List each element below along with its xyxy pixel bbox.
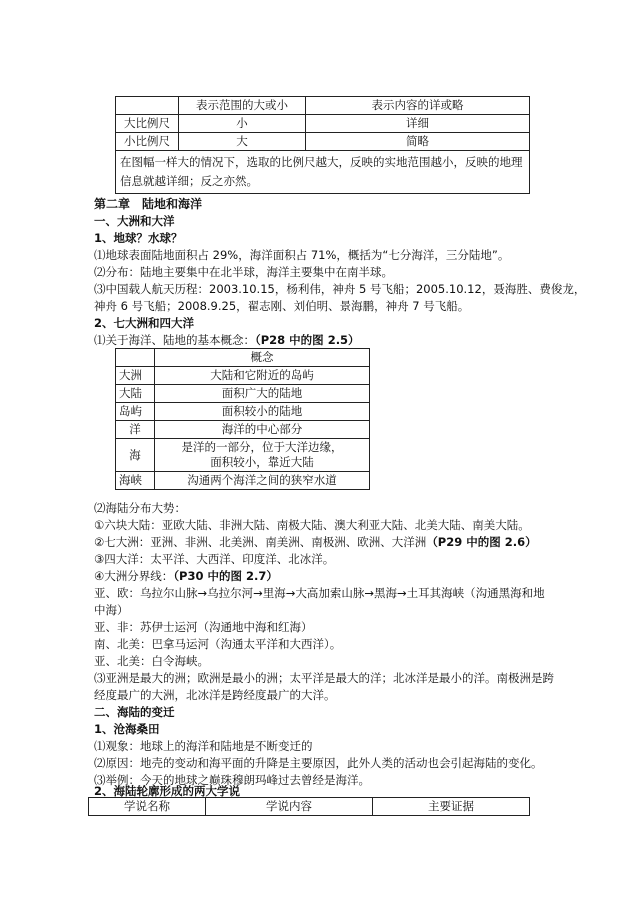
subsection-heading: 1、地球？水球？ [94, 231, 183, 245]
table-note-row [116, 151, 530, 194]
text-line [94, 332, 360, 348]
table-cell [155, 439, 370, 472]
text-line: ⑵原因：地壳的变动和海平面的升降是主要原因，此外人类的活动也会引起海陆的变化。 [94, 756, 543, 770]
table-cell: 面积较小的陆地 [155, 403, 370, 421]
table-cell: 海峡 [116, 472, 155, 490]
chapter-title: 第二章 陆地和海洋 [94, 197, 203, 211]
text-line: ①六块大陆：亚欧大陆、非洲大陆、南极大陆、澳大利亚大陆、北美大陆、南美大陆。 [94, 518, 530, 532]
text-line [94, 568, 278, 584]
scale-comparison-table [115, 96, 530, 194]
table-header-cell: 学说内容 [206, 798, 373, 816]
table-header-row [89, 798, 530, 816]
text-line: ⑶中国载人航天历程：2003.10.15，杨利伟，神舟 5 号飞船；2005.10.12，聂海胜、费俊龙， [94, 282, 586, 296]
table-cell: 面积广大的陆地 [155, 385, 370, 403]
text-line: 亚、北美：白令海峡。 [94, 654, 209, 668]
subsection-heading: 1、沧海桑田 [94, 722, 160, 736]
table-row [116, 367, 370, 385]
table-cell: 海 [116, 439, 155, 472]
text-line: ⑴观象：地球上的海洋和陆地是不断变迁的 [94, 739, 313, 753]
section-heading: 二、海陆的变迁 [94, 705, 175, 719]
table-cell: 简略 [306, 133, 530, 151]
table-header-row [116, 97, 530, 115]
table-cell: 大陆和它附近的岛屿 [155, 367, 370, 385]
table-cell [116, 349, 155, 367]
table-row [116, 385, 370, 403]
text-span: ④大洲分界线： [94, 569, 174, 583]
table-cell: 沟通两个海洋之间的狭窄水道 [155, 472, 370, 490]
text-line: 面积较小，靠近大陆 [210, 455, 314, 469]
table-cell [116, 97, 179, 115]
text-line [94, 534, 537, 550]
table-note: 在图幅一样大的情况下，选取的比例尺越大，反映的实地范围越小，反映的地理信息就越详细；反之亦然。 [116, 151, 530, 194]
text-line: ⑵分布：陆地主要集中在北半球，海洋主要集中在南半球。 [94, 265, 393, 279]
table-row [116, 133, 530, 151]
text-line: 中海） [94, 603, 129, 617]
table-cell: 岛屿 [116, 403, 155, 421]
text-line: 南、北美：巴拿马运河（沟通太平洋和大西洋）。 [94, 637, 342, 651]
text-line: 亚、非：苏伊士运河（沟通地中海和红海） [94, 620, 313, 634]
table-header-cell: 表示范围的大或小 [179, 97, 306, 115]
text-line: ⑶举例：今天的地球之巅珠穆朗玛峰过去曾经是海洋。 [94, 773, 370, 787]
table-row [116, 421, 370, 439]
table-cell: 大 [179, 133, 306, 151]
concepts-table [115, 348, 370, 490]
subsection-heading: 2、七大洲和四大洋 [94, 316, 195, 330]
text-line: ⑴地球表面陆地面积占 29%，海洋面积占 71%，概括为“七分海洋，三分陆地”。 [94, 248, 510, 262]
table-row [116, 439, 370, 472]
text-line: 是洋的一部分，位于大洋边缘， [181, 440, 343, 454]
text-line: ③四大洋：太平洋、大西洋、印度洋、北冰洋。 [94, 552, 335, 566]
table-cell: 洋 [116, 421, 155, 439]
table-header-cell: 学说名称 [89, 798, 206, 816]
figure-reference: （P28 中的图 2.5） [255, 333, 360, 347]
text-span: ②七大洲：亚洲、非洲、北美洲、南美洲、南极洲、欧洲、大洋洲 [94, 535, 427, 549]
table-cell: 小 [179, 115, 306, 133]
table-row [116, 403, 370, 421]
figure-reference: （P29 中的图 2.6） [426, 535, 537, 549]
theories-table [88, 797, 530, 816]
table-cell: 详细 [306, 115, 530, 133]
text-span: ⑴关于海洋、陆地的基本概念： [94, 333, 255, 347]
table-cell: 大比例尺 [116, 115, 179, 133]
table-row [116, 472, 370, 490]
table-cell: 大洲 [116, 367, 155, 385]
section-heading: 一、大洲和大洋 [94, 214, 175, 228]
table-row [116, 115, 530, 133]
table-cell: 小比例尺 [116, 133, 179, 151]
table-header-cell: 主要证据 [373, 798, 530, 816]
table-header-row [116, 349, 370, 367]
subsection-heading: 2、海陆轮廓形成的两大学说 [94, 784, 241, 798]
text-line: ⑶亚洲是最大的洲；欧洲是最小的洲；太平洋是最大的洋；北冰洋是最小的洋。南极洲是跨 [94, 671, 554, 685]
text-line: 经度最广的大洲，北冰洋是跨经度最广的大洋。 [94, 688, 336, 702]
table-cell: 大陆 [116, 385, 155, 403]
text-line: 神舟 6 号飞船；2008.9.25，翟志刚、刘伯明、景海鹏，神舟 7 号飞船。 [94, 299, 470, 313]
table-cell: 海洋的中心部分 [155, 421, 370, 439]
table-header-cell: 表示内容的详或略 [306, 97, 530, 115]
text-line: 亚、欧：乌拉尔山脉→乌拉尔河→里海→大高加索山脉→黑海→土耳其海峡（沟通黑海和地 [94, 586, 545, 600]
figure-reference: （P30 中的图 2.7） [173, 569, 278, 583]
text-line: ⑵海陆分布大势： [94, 501, 186, 515]
table-header-cell: 概念 [155, 349, 370, 367]
